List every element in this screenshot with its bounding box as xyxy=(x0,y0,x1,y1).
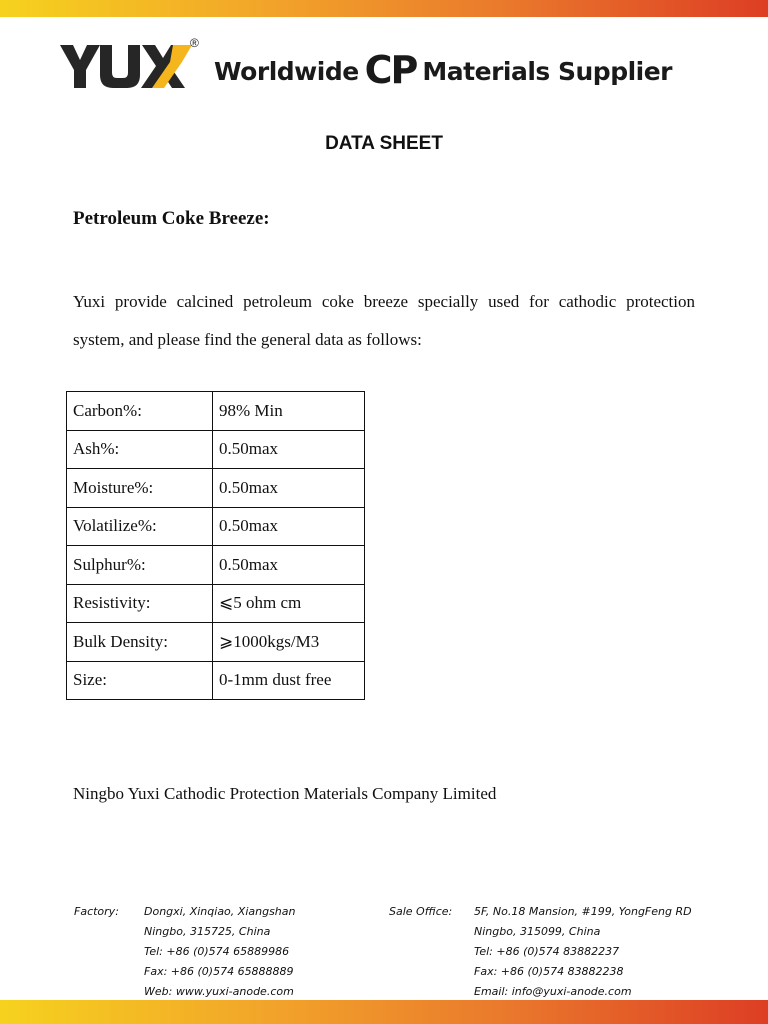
document-title: DATA SHEET xyxy=(325,133,443,154)
spec-property: Volatilize%: xyxy=(67,507,213,546)
spec-value: 0-1mm dust free xyxy=(213,661,365,700)
spec-table xyxy=(66,391,365,700)
spec-property: Sulphur%: xyxy=(67,546,213,585)
factory-address-line: Dongxi, Xinqiao, Xiangshan xyxy=(144,905,296,918)
yuxi-logo xyxy=(60,42,192,90)
table-row xyxy=(67,623,365,662)
factory-city-line: Ningbo, 315725, China xyxy=(144,925,271,938)
registered-trademark: ® xyxy=(190,36,199,50)
sale-office-address-line: 5F, No.18 Mansion, #199, YongFeng RD xyxy=(474,905,692,918)
spec-property: Carbon%: xyxy=(67,392,213,431)
spec-property: Ash%: xyxy=(67,430,213,469)
table-row xyxy=(67,584,365,623)
sale-office-lines xyxy=(474,902,692,1002)
spec-value: 98% Min xyxy=(213,392,365,431)
sale-office-label: Sale Office: xyxy=(389,905,453,918)
product-heading: Petroleum Coke Breeze: xyxy=(73,208,270,229)
header-color-bar xyxy=(0,0,768,17)
header-slogan xyxy=(214,48,672,92)
factory-web: Web: www.yuxi-anode.com xyxy=(144,985,294,998)
factory-fax: Fax: +86 (0)574 65888889 xyxy=(144,965,294,978)
factory-tel: Tel: +86 (0)574 65889986 xyxy=(144,945,290,958)
slogan-materials-supplier: Materials Supplier xyxy=(422,57,673,86)
table-row xyxy=(67,430,365,469)
factory-lines xyxy=(144,902,295,1002)
table-row xyxy=(67,469,365,508)
spec-property: Bulk Density: xyxy=(67,623,213,662)
spec-value: ⩾1000kgs/M3 xyxy=(213,623,365,662)
table-row xyxy=(67,507,365,546)
table-row xyxy=(67,546,365,585)
table-row xyxy=(67,661,365,700)
spec-value: 0.50max xyxy=(213,430,365,469)
spec-value: 0.50max xyxy=(213,546,365,585)
sale-office-city-line: Ningbo, 315099, China xyxy=(474,925,601,938)
sale-office-tel: Tel: +86 (0)574 83882237 xyxy=(474,945,620,958)
spec-value: ⩽5 ohm cm xyxy=(213,584,365,623)
sale-office-fax: Fax: +86 (0)574 83882238 xyxy=(474,965,624,978)
factory-label: Factory: xyxy=(74,905,119,918)
slogan-worldwide: Worldwide xyxy=(214,57,359,86)
company-name: Ningbo Yuxi Cathodic Protection Materials Company Limited xyxy=(73,784,497,803)
spec-value: 0.50max xyxy=(213,469,365,508)
footer-color-bar xyxy=(0,1000,768,1024)
spec-property: Moisture%: xyxy=(67,469,213,508)
slogan-cp: CP xyxy=(364,48,417,92)
sale-office-email: Email: info@yuxi-anode.com xyxy=(474,985,632,998)
spec-property: Size: xyxy=(67,661,213,700)
table-row xyxy=(67,392,365,431)
spec-property: Resistivity: xyxy=(67,584,213,623)
spec-value: 0.50max xyxy=(213,507,365,546)
intro-paragraph: Yuxi provide calcined petroleum coke breeze specially used for cathodic protection system, and please find the general data as follows: xyxy=(73,292,695,349)
